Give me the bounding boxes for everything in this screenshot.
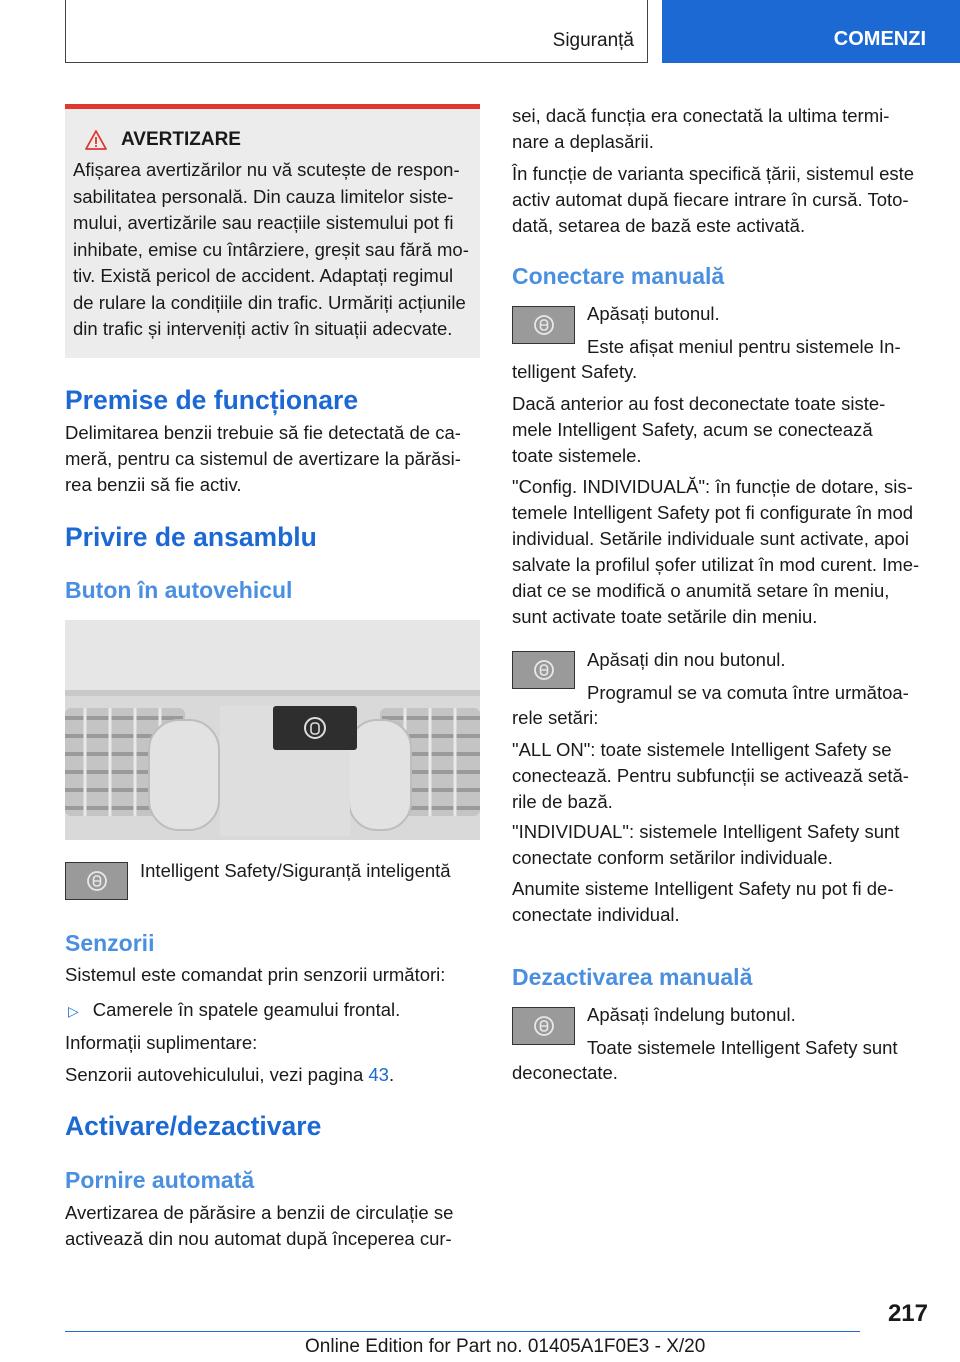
heading-auto-start: Pornire automată: [65, 1167, 255, 1193]
warning-line: mului, avertizările sau reacțiile sistemului pot fi: [73, 212, 454, 233]
warning-line: de rulare la condițiile din trafic. Urmăriți acțiunile: [73, 291, 466, 313]
warning-box: [65, 104, 480, 358]
chapter-label: COMENZI: [833, 28, 926, 50]
country-paragraph: În funcție de varianta specifică țării, sistemul este activ automat după fiecare intrare în cursă. Toto- dată, setarea de bază este activată.: [512, 163, 915, 236]
heading-sensors: Senzorii: [65, 930, 155, 956]
prev-off-paragraph: Dacă anterior au fost deconectate toate siste- mele Intelligent Safety, acum se conectează toate sistemele.: [512, 393, 886, 466]
some-systems-paragraph: Anumite sisteme Intelligent Safety nu pot fi de- conectate individual.: [512, 878, 894, 925]
auto-start-paragraph: Avertizarea de părăsire a benzii de circulație se activează din nou automat după începerea cur-: [65, 1202, 454, 1249]
intelligent-safety-button-icon: [65, 862, 128, 900]
warning-line: Afișarea avertizărilor nu vă scutește de respon-: [73, 159, 460, 180]
premise-paragraph: Delimitarea benzii trebuie să fie detectată de ca- meră, pentru ca sistemul de avertizare la părăsi- rea benzii să fie activ.: [65, 422, 461, 495]
heading-manual-on: Conectare manuală: [512, 263, 725, 289]
warning-line: din trafic și interveniți activ în situații adecvate.: [73, 318, 453, 339]
warning-line: tiv. Există pericol de accident. Adaptați regimul: [73, 265, 454, 286]
footer-edition: Online Edition for Part no. 01405A1F0E3 - X/20: [305, 1336, 706, 1357]
warning-triangle-icon: [85, 130, 107, 150]
shield-car-icon: [533, 659, 555, 681]
all-on-paragraph: "ALL ON": toate sistemele Intelligent Safety se conectează. Pentru subfuncții se activează setă- rile de bază.: [512, 739, 909, 812]
more-info-label: Informații suplimentare:: [65, 1032, 258, 1053]
footer-rule: [65, 1331, 860, 1332]
long-press-step: Apăsați îndelung butonul.: [587, 1004, 796, 1025]
shield-car-icon: [533, 314, 555, 336]
menu-shown-text: Este afișat meniul pentru sistemele In-: [587, 336, 901, 357]
page-link-43[interactable]: 43: [368, 1064, 389, 1085]
sensors-reference: Senzorii autovehiculului, vezi pagina 43.: [65, 1064, 395, 1085]
dashboard-illustration: [65, 620, 480, 840]
sensors-bullet-item: ▷ Camerele în spatele geamului frontal.: [68, 999, 401, 1020]
sensors-text: Sistemul este comandat prin senzorii următori:: [65, 964, 446, 985]
page-number: 217: [887, 1300, 928, 1327]
all-off-text: Toate sistemele Intelligent Safety sunt: [587, 1037, 898, 1058]
button-caption: Intelligent Safety/Siguranță inteligentă: [140, 860, 451, 881]
intelligent-safety-button-icon: [512, 1007, 575, 1045]
heading-premise: Premise de funcționare: [65, 385, 359, 415]
heading-manual-off: Dezactivarea manuală: [512, 964, 753, 990]
warning-title: AVERTIZARE: [73, 129, 474, 151]
warning-line: inhibate, emise cu întârziere, greșit sau fără mo-: [73, 238, 469, 260]
bullet-triangle-icon: ▷: [68, 1003, 79, 1019]
individual-paragraph: "INDIVIDUAL": sistemele Intelligent Safety sunt conectate conform setărilor individuale.: [512, 821, 900, 868]
press-again-step: Apăsați din nou butonul.: [587, 649, 786, 670]
toggle-text-cont: rele setări:: [512, 707, 599, 728]
all-off-text-cont: deconectate.: [512, 1062, 618, 1083]
shield-car-icon: [86, 870, 108, 892]
intelligent-safety-button-icon: [512, 651, 575, 689]
press-button-step: Apăsați butonul.: [587, 303, 720, 324]
heading-activate: Activare/dezactivare: [65, 1111, 322, 1141]
continued-paragraph: sei, dacă funcția era conectată la ultima termi- nare a deplasării.: [512, 105, 890, 152]
toggle-text: Programul se va comuta între următoa-: [587, 682, 909, 703]
heading-button: Buton în autovehicul: [65, 577, 293, 603]
menu-shown-text-cont: telligent Safety.: [512, 361, 638, 382]
intelligent-safety-button-icon: [512, 306, 575, 344]
shield-car-icon: [533, 1015, 555, 1037]
config-paragraph: "Config. INDIVIDUALĂ": în funcție de dotare, sis- temele Intelligent Safety pot fi configurate în mod individual. Setările individuale sunt activate, apoi salvate la profilul șofer utilizat în mod curent. Ime- diat ce se modifică o anumită setare în meniu, sunt activate toate setările din meniu.: [512, 476, 920, 627]
warning-line: sabilitatea personală. Din cauza limitelor siste-: [73, 185, 454, 207]
header-section-title: Siguranță: [552, 30, 634, 51]
header-chapter-tab[interactable]: [662, 0, 960, 63]
heading-overview: Privire de ansamblu: [65, 522, 317, 552]
vehicle-button-photo: [65, 620, 480, 840]
